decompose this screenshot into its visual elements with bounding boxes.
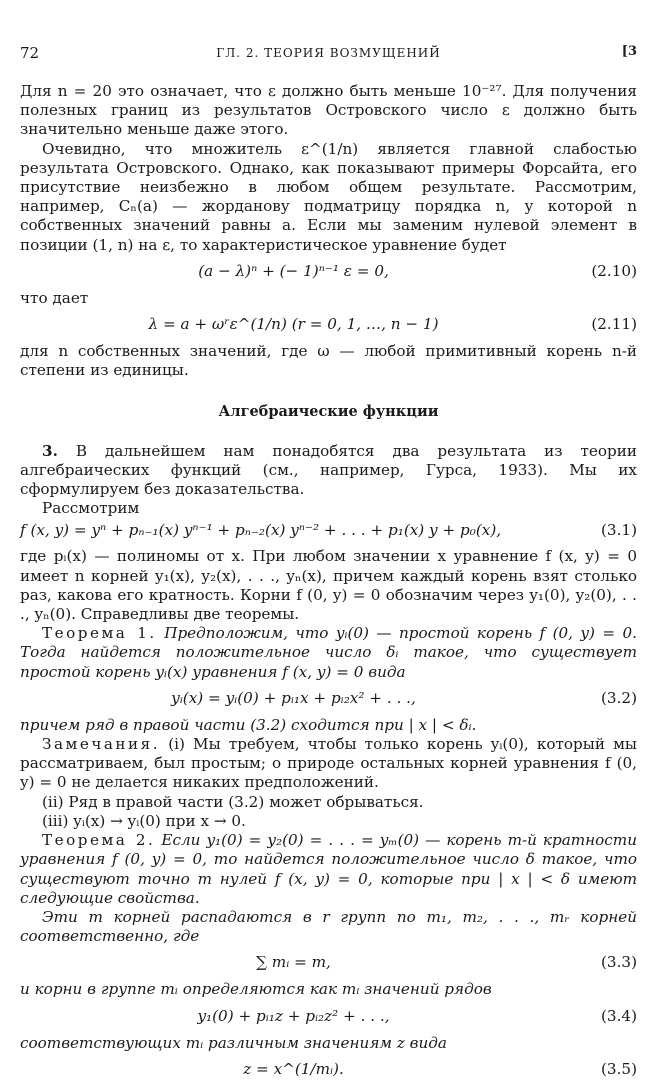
paragraph-1: Для n = 20 это означает, что ε должно быть меньше 10⁻²⁷. Для получения полезных границ из результатов Островского число ε должно быть значительно меньше даже этого.	[20, 82, 637, 139]
remark-2: (ii) Ряд в правой части (3.2) может обрываться.	[42, 792, 424, 811]
remarks-text: (i) Мы требуем, чтобы только корень yᵢ(0), который мы рассматриваем, был простым; о природе остальных корней уравнения f (0, y) = 0 не делается никаких предположений.	[20, 735, 637, 792]
paragraph-4-number: 3.	[42, 441, 58, 460]
paragraph-8: соответствующих mᵢ различным значениям z вида	[20, 1033, 447, 1052]
paragraph-6: Эти m корней распадаются в r групп по m₁, m₂, . . ., mᵣ корней соответственно, где	[20, 907, 637, 946]
equation-3-1-number: (3.1)	[600, 521, 637, 540]
after-equation-3-2: причем ряд в правой части (3.2) сходится при | x | < δᵢ.	[20, 715, 477, 734]
page-number: 72	[20, 44, 40, 62]
theorem-2-text: Если y₁(0) = y₂(0) = . . . = yₘ(0) — корень m-й кратности уравнения f (0, y) = 0, то найдется положительное число δ такое, что существуют точно m нулей f (x, y) = 0, которые при | x | < δ имеют следующие свойства.	[20, 831, 637, 907]
page-content	[20, 82, 637, 1087]
theorem-1-label: Теорема 1.	[42, 624, 157, 643]
equation-3-5	[20, 1060, 637, 1082]
equation-3-5-formula: z = x^(1/mᵢ).	[243, 1059, 344, 1078]
equation-3-5-number: (3.5)	[600, 1059, 637, 1078]
text-gives: что дает	[20, 288, 89, 307]
equation-3-3-number: (3.3)	[600, 953, 637, 972]
theorem-2	[20, 831, 637, 908]
paragraph-4	[20, 442, 637, 500]
equation-2-10-formula: (a − λ)ⁿ + (− 1)ⁿ⁻¹ ε = 0,	[198, 261, 389, 280]
equation-3-1	[20, 521, 637, 543]
text-consider: Рассмотрим	[42, 499, 140, 518]
paragraph-2: Очевидно, что множитель ε^(1/n) является главной слабостью результата Островского. Однако, как показывают примеры Форсайта, его присутствие неизбежно в любом общем результате. Рассмотрим, например, Cₙ(a) — жорданову подматрицу порядка n, у которой n собственных значений равны a. Если мы заменим нулевой элемент в позиции (1, n) на ε, то характеристическое уравнение будет	[20, 139, 637, 254]
section-mark: [3	[621, 44, 637, 59]
equation-2-10	[20, 262, 637, 284]
remarks-label: Замечания.	[42, 735, 161, 754]
running-title: ГЛ. 2. ТЕОРИЯ ВОЗМУЩЕНИЙ	[216, 46, 441, 60]
remark-3: (iii) yᵢ(x) → yᵢ(0) при x → 0.	[42, 811, 246, 830]
theorem-1-text: Предположим, что yᵢ(0) — простой корень f (0, y) = 0. Тогда найдется положительное число δᵢ такое, что существует простой корень yᵢ(x) уравнения f (x, y) = 0 вида	[20, 624, 638, 681]
paragraph-3: для n собственных значений, где ω — любой примитивный корень n-й степени из единицы.	[20, 342, 637, 380]
equation-3-4-number: (3.4)	[600, 1006, 637, 1025]
equation-3-4	[20, 1007, 637, 1029]
paragraph-4-text: В дальнейшем нам понадобятся два результата из теории алгебраических функций (см., например, Гурса, 1933). Мы их сформулируем без доказательства.	[20, 441, 637, 499]
paragraph-5: где pᵢ(x) — полиномы от x. При любом значении x уравнение f (x, y) = 0 имеет n корней y₁(x), y₂(x), . . ., yₙ(x), причем каждый корень взят столько раз, какова его кратность. Корни f (0, y) = 0 обозначим через y₁(0), y₂(0), . . ., yₙ(0). Справедливы две теоремы.	[20, 547, 637, 624]
theorem-2-label: Теорема 2.	[42, 831, 156, 850]
equation-2-11	[20, 315, 637, 337]
theorem-1	[20, 624, 637, 682]
equation-3-3-formula: ∑ mᵢ = m,	[256, 953, 331, 972]
equation-3-2-formula: yᵢ(x) = yᵢ(0) + pᵢ₁x + pᵢ₂x² + . . .,	[171, 688, 416, 707]
equation-2-10-number: (2.10)	[591, 261, 637, 280]
equation-2-11-number: (2.11)	[591, 315, 637, 334]
equation-3-1-formula: f (x, y) = yⁿ + pₙ₋₁(x) yⁿ⁻¹ + pₙ₋₂(x) yⁿ⁻² + . . . + p₁(x) y + p₀(x),	[20, 521, 502, 540]
equation-3-2	[20, 689, 637, 711]
page-header	[20, 44, 637, 66]
paragraph-7: и корни в группе mᵢ определяются как mᵢ значений рядов	[20, 980, 492, 999]
equation-3-4-formula: y₁(0) + pᵢ₁z + pᵢ₂z² + . . .,	[197, 1006, 390, 1025]
remarks	[20, 735, 637, 793]
equation-3-3	[20, 953, 637, 975]
section-heading: Алгебраические функции	[218, 403, 439, 421]
equation-3-2-number: (3.2)	[600, 688, 637, 707]
equation-2-11-formula: λ = a + ωʳε^(1/n) (r = 0, 1, …, n − 1)	[148, 315, 439, 334]
